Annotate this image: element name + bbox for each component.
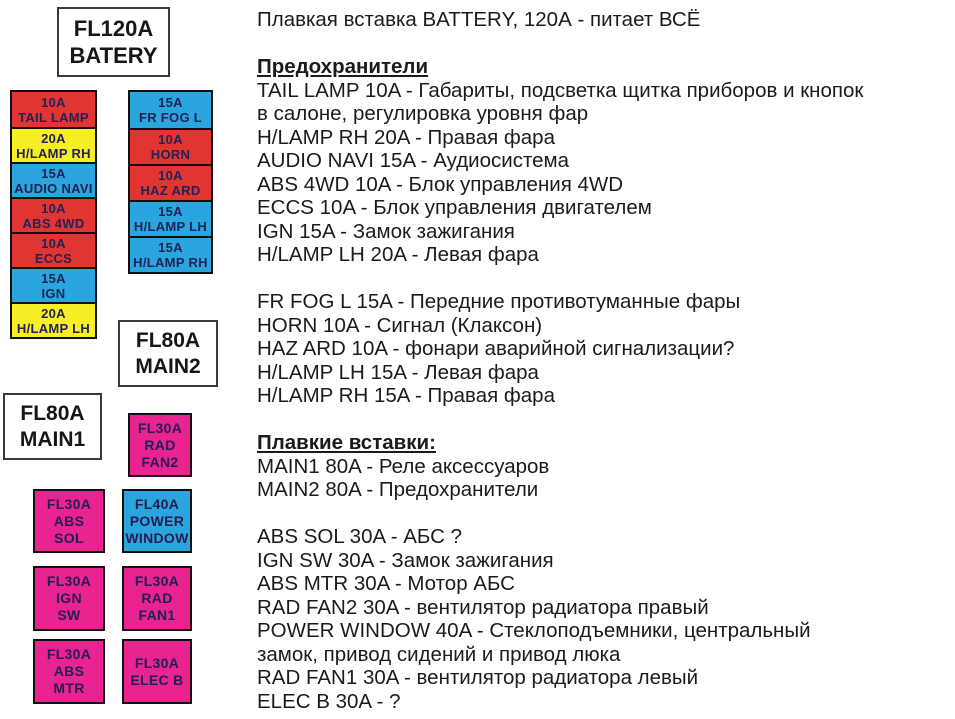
- fl-block-line: ABS: [53, 663, 85, 679]
- fuse-name: ABS 4WD: [22, 215, 85, 231]
- legend-line: MAIN1 80A - Реле аксессуаров: [257, 454, 550, 478]
- legend-line: AUDIO NAVI 15A - Аудиосистема: [257, 149, 570, 172]
- fl-block-line: FAN1: [138, 607, 176, 623]
- legend-intro: Плавкая вставка BATTERY, 120А - питает ВСЁ: [257, 8, 701, 31]
- main1-box-label: MAIN1: [19, 427, 86, 451]
- legend-line: HAZ ARD 10A - фонари аварийной сигнализации?: [257, 337, 735, 360]
- battery-box-label: BATERY: [69, 43, 158, 68]
- fuse-amperage: 20A: [41, 305, 66, 321]
- legend-line: ABS 4WD 10A - Блок управления 4WD: [257, 172, 624, 196]
- legend-line: ABS SOL 30A - АБС ?: [257, 525, 463, 548]
- fl-block-ign-sw: [33, 566, 105, 631]
- fuse-name: HAZ ARD: [140, 183, 201, 198]
- fuse-name: IGN: [41, 285, 66, 301]
- fuse-name: H/LAMP RH: [133, 255, 208, 270]
- legend-lines-fuses-2: [257, 290, 863, 408]
- fl-block-line: FL30A: [46, 646, 92, 662]
- fl-block-abs-sol: [33, 489, 105, 553]
- fuse-cell: [130, 200, 211, 236]
- fuse-amperage: 15A: [41, 270, 66, 286]
- legend-section-fuses: [257, 55, 863, 267]
- legend-line: ABS MTR 30A - Мотор АБС: [257, 572, 515, 595]
- main1-box-amperage: FL80A: [20, 401, 85, 425]
- legend-line: IGN 15A - Замок зажигания: [257, 219, 515, 243]
- fuse-cell: [130, 164, 211, 200]
- fuse-amperage: 20A: [41, 130, 66, 146]
- fuse-cell: [130, 128, 211, 164]
- fl-block-line: FL30A: [46, 495, 92, 512]
- fl-block-line: ABS: [53, 512, 85, 529]
- fl-block-elec-b: [122, 639, 192, 704]
- legend-section-fuses-2: [257, 290, 863, 408]
- fl-block-line: RAD: [144, 436, 176, 453]
- legend-lines-fusible-links-2: [257, 525, 863, 713]
- fuse-name: H/LAMP LH: [16, 320, 91, 336]
- main2-box-amperage: FL80A: [135, 328, 201, 352]
- fl-block-line: FL30A: [134, 654, 180, 671]
- fl-block-abs-mtr: [33, 639, 105, 704]
- fuse-amperage: 15A: [158, 95, 183, 110]
- legend-line: замок, привод сидений и привод люка: [257, 642, 621, 666]
- legend-heading-fuses: Предохранители: [257, 55, 429, 78]
- fuse-name: HORN: [150, 147, 191, 162]
- legend-line: RAD FAN1 30A - вентилятор радиатора левый: [257, 666, 699, 689]
- fuse-amperage: 10A: [41, 94, 66, 110]
- fuse-amperage: 10A: [158, 132, 183, 147]
- legend-line: ECCS 10A - Блок управления двигателем: [257, 196, 652, 219]
- legend-line: H/LAMP RH 15A - Правая фара: [257, 384, 555, 407]
- legend-text: [257, 8, 863, 713]
- legend-line: IGN SW 30A - Замок зажигания: [257, 548, 554, 572]
- legend-line: HORN 10A - Сигнал (Клаксон): [257, 313, 543, 337]
- legend-line: FR FOG L 15A - Передние противотуманные фары: [257, 290, 741, 313]
- fuse-cell: [130, 92, 211, 128]
- legend-line: в салоне, регулировка уровня фар: [257, 102, 589, 125]
- fusible-link-main1-box: [3, 393, 102, 460]
- fusible-link-battery-box: [57, 7, 170, 77]
- legend-line: TAIL LAMP 10A - Габариты, подсветка щитка приборов и кнопок: [257, 78, 864, 102]
- legend-line: MAIN2 80A - Предохранители: [257, 478, 539, 501]
- fuse-amperage: 15A: [158, 240, 183, 255]
- legend-section-fusible-links-2: [257, 525, 863, 713]
- fuse-name: FR FOG L: [138, 110, 203, 125]
- legend-line: RAD FAN2 30A - вентилятор радиатора правый: [257, 595, 709, 619]
- fuse-amperage: 10A: [41, 235, 66, 251]
- legend-line: ELEC B 30A - ?: [257, 689, 401, 713]
- fuse-amperage: 10A: [158, 168, 183, 183]
- legend-section-fusible-links: [257, 431, 863, 502]
- fl-block-line: POWER: [129, 512, 185, 529]
- legend-lines-fusible-links: [257, 455, 863, 502]
- legend-line: POWER WINDOW 40A - Стеклоподъемники, центральный: [257, 619, 811, 642]
- fl-block-line: FL30A: [134, 573, 180, 589]
- battery-box-amperage: FL120A: [73, 16, 154, 41]
- fl-block-line: WINDOW: [125, 529, 189, 546]
- fuse-name: ECCS: [34, 250, 73, 266]
- fl-block-line: ELEC B: [130, 671, 184, 688]
- legend-line: H/LAMP LH 20A - Левая фара: [257, 243, 539, 266]
- fl-block-line: FL40A: [134, 495, 180, 512]
- fl-block-line: SOL: [54, 529, 84, 546]
- fuse-amperage: 10A: [41, 200, 66, 216]
- legend-heading-fusible-links: Плавкие вставки:: [257, 431, 436, 454]
- fuse-name: AUDIO NAVI: [14, 180, 93, 196]
- fl-block-line: IGN: [56, 590, 82, 606]
- fuse-name: H/LAMP RH: [16, 145, 91, 161]
- fl-block-line: RAD: [141, 590, 173, 606]
- legend-lines-fuses: [257, 79, 863, 267]
- legend-line: H/LAMP LH 15A - Левая фара: [257, 360, 539, 384]
- fuse-amperage: 15A: [41, 165, 66, 181]
- fuse-cell: [12, 232, 95, 267]
- fuse-column-right: [128, 90, 213, 274]
- fl-block-line: FAN2: [141, 453, 179, 470]
- fl-block-line: FL30A: [46, 573, 92, 589]
- fuse-cell: [12, 92, 95, 127]
- fuse-cell: [12, 127, 95, 162]
- fuse-cell: [12, 162, 95, 197]
- fuse-cell: [130, 236, 211, 272]
- fusible-link-main2-box: [118, 320, 218, 387]
- main2-box-label: MAIN2: [135, 354, 201, 378]
- fuse-amperage: 15A: [158, 204, 183, 219]
- fuse-cell: [12, 302, 95, 337]
- fl-block-rad-fan2: [128, 413, 192, 477]
- fl-block-line: MTR: [53, 680, 85, 696]
- fuse-name: H/LAMP LH: [133, 219, 208, 234]
- legend-line: H/LAMP RH 20A - Правая фара: [257, 125, 555, 149]
- fl-block-line: SW: [57, 607, 81, 623]
- fl-block-power-window: [122, 489, 192, 553]
- fl-block-line: FL30A: [137, 419, 183, 436]
- fuse-cell: [12, 267, 95, 302]
- fuse-column-left: [10, 90, 97, 339]
- fuse-name: TAIL LAMP: [18, 109, 89, 125]
- fl-block-rad-fan1: [122, 566, 192, 631]
- fuse-cell: [12, 197, 95, 232]
